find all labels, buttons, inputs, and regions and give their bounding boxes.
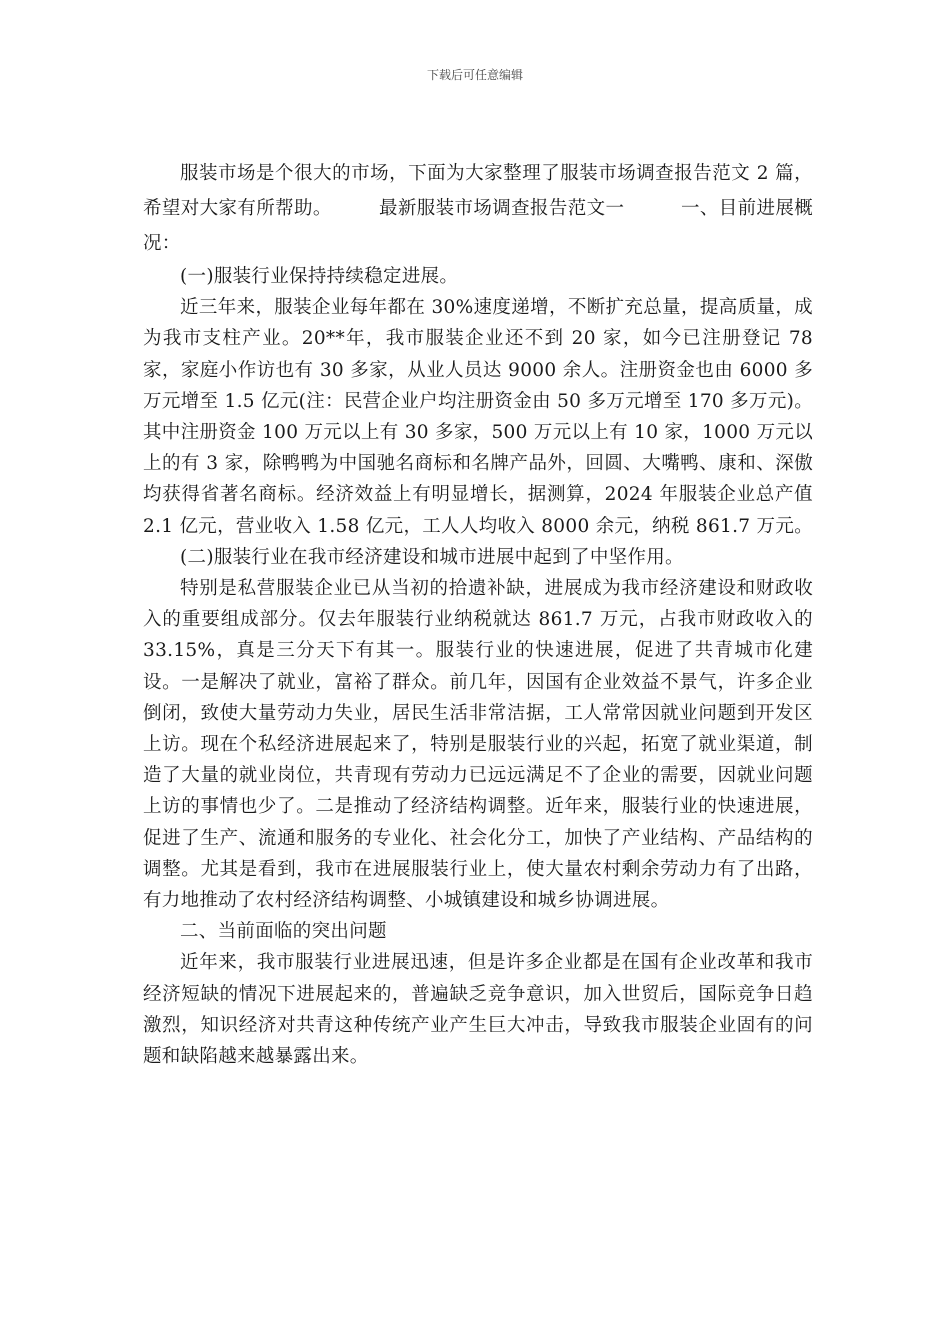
- section-heading-3: 二、当前面临的突出问题: [180, 921, 387, 943]
- body-paragraph: 近三年来，服装企业每年都在 30%速度递增，不断扩充总量，提高质量，成为我市支柱产业。20**年，我市服装企业还不到 20 家，如今已注册登记 78 家，家庭小作访也有 30 多家，从业人员达 9000 余人。注册资金也由 6000 多万元增至 1.5 亿元(注：民营企业户均注册资金由 50 多万元增至 170 多万元)。其中注册资金 100 万元以上有 30 多家，500 万元以上有 10 家，1000 万元以上的有 3 家，除鸭鸭为中国驰名商标和名牌产品外，回圆、大嘴鸭、康和、深傲均获得省著名商标。经济效益上有明显增长，据测算，2024 年服装企业总产值 2.1 亿元，营业收入 1.58 亿元，工人人均收入 8000 余元，纳税 861.7 万元。: [143, 297, 813, 537]
- section-heading-1: (一)服装行业保持持续稳定进展。: [180, 266, 459, 287]
- intro-paragraph: 服装市场是个很大的市场，下面为大家整理了服装市场调查报告范文 2 篇，希望对大家有所帮助。 最新服装市场调查报告范文一 一、目前进展概况：: [143, 163, 813, 254]
- document-body: [143, 156, 813, 1072]
- section-heading-2: (二)服装行业在我市经济建设和城市进展中起到了中坚作用。: [180, 546, 684, 568]
- page-header: 下载后可任意编辑: [426, 68, 523, 82]
- body-paragraph: 特别是私营服装企业已从当初的拾遗补缺，进展成为我市经济建设和财政收入的重要组成部分。仅去年服装行业纳税就达 861.7 万元，占我市财政收入的 33.15%，真是三分天下有其一。服装行业的快速进展，促进了共青城市化建设。一是解决了就业，富裕了群众。前几年，因国有企业效益不景气，许多企业倒闭，致使大量劳动力失业，居民生活非常洁据，工人常常因就业问题到开发区上访。现在个私经济进展起来了，特别是服装行业的兴起，拓宽了就业渠道，制造了大量的就业岗位，共青现有劳动力已远远满足不了企业的需要，因就业问题上访的事情也少了。二是推动了经济结构调整。近年来，服装行业的快速进展，促进了生产、流通和服务的专业化、社会化分工，加快了产业结构、产品结构的调整。尤其是看到，我市在进展服装行业上，使大量农村剩余劳动力有了出路，有力地推动了农村经济结构调整、小城镇建设和城乡协调进展。: [143, 578, 813, 912]
- body-paragraph: 近年来，我市服装行业进展迅速，但是许多企业都是在国有企业改革和我市经济短缺的情况下进展起来的，普遍缺乏竞争意识，加入世贸后，国际竞争日趋激烈，知识经济对共青这种传统产业产生巨大冲击，导致我市服装企业固有的问题和缺陷越来越暴露出来。: [143, 952, 813, 1068]
